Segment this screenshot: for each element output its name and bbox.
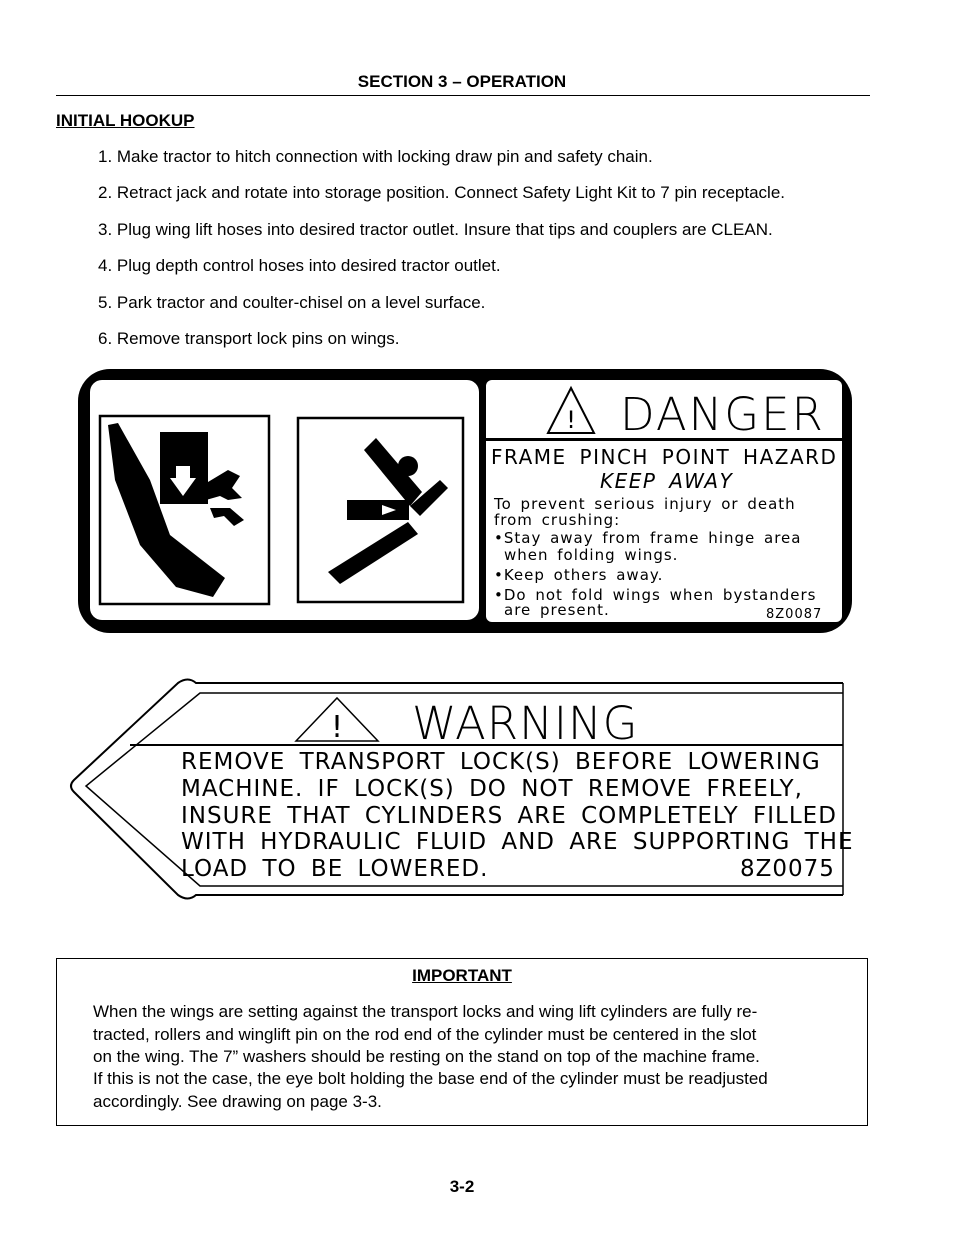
warning-line-2: MACHINE. IF LOCK(S) DO NOT REMOVE FREELY, (181, 776, 803, 802)
danger-line-6: •Do not fold wings when bystanders (494, 586, 817, 604)
step-5: 5. Park tractor and coulter-chisel on a level surface. (98, 293, 486, 312)
step-1: 1. Make tractor to hitch connection with locking draw pin and safety chain. (98, 147, 653, 166)
important-line-5: accordingly. See drawing on page 3-3. (93, 1092, 382, 1111)
initial-hookup-heading: INITIAL HOOKUP (56, 111, 195, 130)
page-number: 3-2 (449, 1177, 475, 1196)
warning-part-number: 8Z0075 (740, 856, 835, 882)
danger-line-7: are present. (504, 601, 610, 619)
danger-line-3: •Stay away from frame hinge area (494, 529, 802, 547)
important-notice (56, 958, 868, 1126)
section-title: SECTION 3 – OPERATION (357, 72, 567, 91)
important-line-4: If this is not the case, the eye bolt holding the base end of the cylinder must be readjusted (93, 1069, 768, 1088)
danger-part-number: 8Z0087 (766, 607, 823, 622)
step-2: 2. Retract jack and rotate into storage position. Connect Safety Light Kit to 7 pin receptacle. (98, 183, 786, 202)
danger-alert-mark: ! (566, 406, 576, 434)
danger-signal-word: DANGER (620, 388, 825, 441)
step-6: 6. Remove transport lock pins on wings. (98, 329, 400, 348)
important-title: IMPORTANT (412, 966, 512, 985)
danger-keep-away: KEEP AWAY (600, 469, 734, 493)
step-4: 4. Plug depth control hoses into desired tractor outlet. (98, 256, 501, 275)
warning-signal-word: WARNING (412, 697, 639, 750)
important-line-1: When the wings are setting against the transport locks and wing lift cylinders are fully re- (93, 1002, 758, 1021)
important-line-3: on the wing. The 7” washers should be resting on the stand on top of the machine frame. (93, 1047, 760, 1066)
important-line-2: tracted, rollers and winglift pin on the rod end of the cylinder must be centered in the slot (93, 1025, 757, 1044)
danger-line-1: To prevent serious injury or death (494, 495, 796, 513)
warning-line-4: WITH HYDRAULIC FLUID AND ARE SUPPORTING THE (181, 829, 854, 855)
warning-line-3: INSURE THAT CYLINDERS ARE COMPLETELY FILLED (181, 803, 837, 829)
danger-line-4: when folding wings. (504, 546, 679, 564)
danger-line-2: from crushing: (494, 511, 621, 529)
danger-hazard-title: FRAME PINCH POINT HAZARD (491, 445, 838, 469)
step-3: 3. Plug wing lift hoses into desired tractor outlet. Insure that tips and couplers are CLEAN. (98, 220, 773, 239)
warning-line-1: REMOVE TRANSPORT LOCK(S) BEFORE LOWERING (181, 749, 821, 775)
danger-line-5: •Keep others away. (494, 566, 664, 584)
warning-line-5: LOAD TO BE LOWERED. (181, 856, 489, 882)
warning-alert-mark: ! (330, 710, 344, 745)
